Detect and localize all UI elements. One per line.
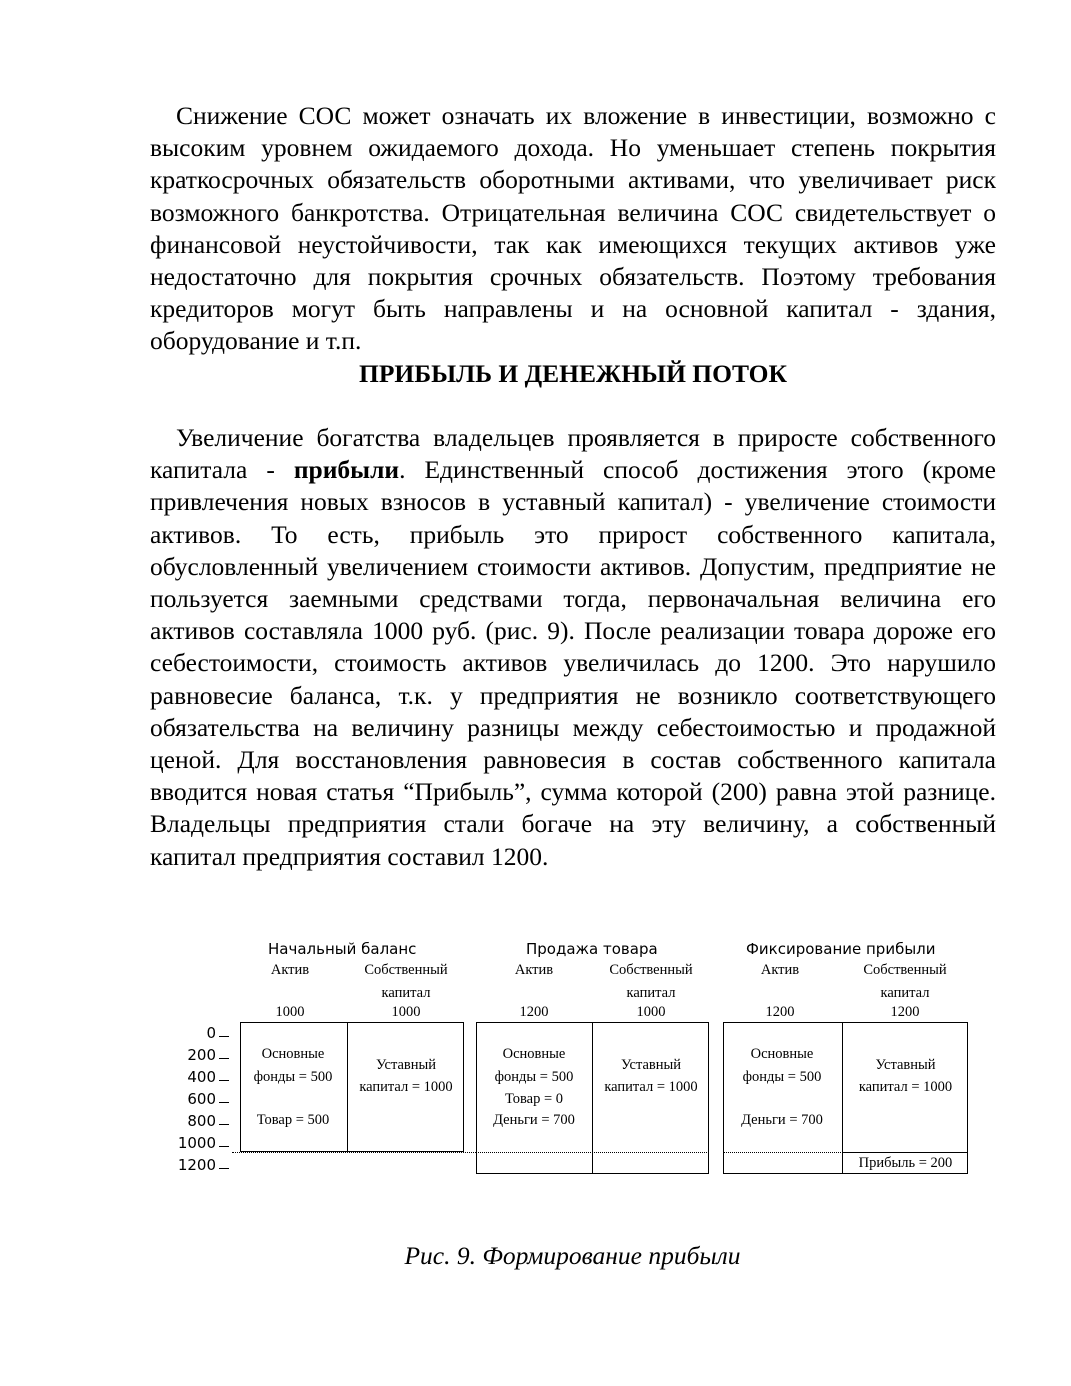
panel-3-profit-label: Прибыль = 200 bbox=[858, 1155, 953, 1171]
panel-2-equity-line: Уставный bbox=[620, 1057, 682, 1073]
panel-2-asset-line: Деньги = 700 bbox=[493, 1112, 575, 1128]
panel-3-asset-line: фонды = 500 bbox=[742, 1069, 822, 1085]
panel-1-asset-label: Актив bbox=[270, 962, 310, 978]
y-tick: 800 bbox=[170, 1112, 232, 1130]
panel-1-1200-level bbox=[232, 1152, 476, 1153]
panel-2-equity-label: Собственный bbox=[609, 962, 693, 978]
section-heading: ПРИБЫЛЬ И ДЕНЕЖНЫЙ ПОТОК bbox=[359, 359, 787, 388]
paragraph-2-start: Увеличение богатства владельцев проявляется в приросте собственного капитала - bbox=[150, 423, 996, 485]
figure-caption: Рис. 9. Формирование прибыли bbox=[404, 1241, 741, 1270]
panel-1-asset-total: 1000 bbox=[275, 1004, 305, 1020]
panel-2-equity-total: 1000 bbox=[636, 1004, 666, 1020]
y-tick: 1200 bbox=[170, 1156, 232, 1174]
panel-3-asset-total: 1200 bbox=[765, 1004, 795, 1020]
y-tick: 0 bbox=[170, 1024, 232, 1042]
y-tick: 1000 bbox=[170, 1134, 232, 1152]
panel-1-equity-label: Собственный bbox=[364, 962, 448, 978]
panel-3-title: Фиксирование прибыли bbox=[746, 940, 936, 958]
panel-1-equity-label-2: капитал bbox=[381, 985, 431, 1001]
panel-3-asset-line: Деньги = 700 bbox=[741, 1112, 823, 1128]
panel-3-equity-label-2: капитал bbox=[880, 985, 930, 1001]
panel-3-asset-label: Актив bbox=[760, 962, 800, 978]
paragraph-2-end: . Единственный способ достижения этого (кроме привлечения новых взносов в уставный капитал) - увеличение стоимости активов. То есть, прибыль это прирост собственного капитала, обусловленный увеличением стоимости активов. Допустим, предприятие не пользуется заемными средствами тогда, первоначальная величина его активов составляла 1000 руб. (рис. 9). После реализации товара дороже его себестоимости, стоимость активов увеличилась до 1200. Это нарушило равновесие баланса, т.к. у предприятия не возникло соответствующего обязательства на величину разницы между себестоимостью и продажной ценой. Для восстановления равновесия в состав собственного капитала вводится новая статья “Прибыль”, сумма которой (200) равна этой разнице. Владельцы предприятия стали богаче на эту величину, а собственный капитал предприятия составил 1200. bbox=[150, 455, 997, 871]
panel-1-asset-line: фонды = 500 bbox=[253, 1069, 333, 1085]
panel-3-equity-line: капитал = 1000 bbox=[858, 1079, 953, 1095]
panel-2-1000-level bbox=[476, 1152, 709, 1153]
panel-2-asset-line: Товар = 0 bbox=[504, 1091, 564, 1107]
panel-2-asset-total: 1200 bbox=[519, 1004, 549, 1020]
panel-2-asset-label: Актив bbox=[514, 962, 554, 978]
bold-term-profit: прибыли bbox=[293, 455, 400, 485]
panel-1-title: Начальный баланс bbox=[268, 940, 417, 958]
panel-2-equity-line: капитал = 1000 bbox=[604, 1079, 698, 1095]
y-tick: 400 bbox=[170, 1068, 232, 1086]
panel-2-asset-line: фонды = 500 bbox=[494, 1069, 574, 1085]
panel-2-title: Продажа товара bbox=[526, 940, 658, 958]
panel-2-equity-label-2: капитал bbox=[626, 985, 676, 1001]
panel-1-equity-total: 1000 bbox=[391, 1004, 421, 1020]
y-tick: 600 bbox=[170, 1090, 232, 1108]
panel-1-equity-line: Уставный bbox=[375, 1057, 437, 1073]
panel-3-1000-level bbox=[723, 1152, 843, 1153]
panel-1-asset-line: Товар = 500 bbox=[256, 1112, 330, 1128]
panel-3-equity-total: 1200 bbox=[890, 1004, 920, 1020]
panel-3-equity-line: Уставный bbox=[875, 1057, 936, 1073]
y-tick: 200 bbox=[170, 1046, 232, 1064]
panel-1-asset-line: Основные bbox=[261, 1046, 325, 1062]
panel-3-equity-label: Собственный bbox=[863, 962, 947, 978]
panel-3-asset-line: Основные bbox=[750, 1046, 814, 1062]
paragraph-1: Снижение СОС может означать их вложение в инвестиции, возможно с высоким уровнем ожидаемого дохода. Но уменьшает степень покрытия краткосрочных обязательств оборотными активами, что увеличивает риск возможного банкротства. Отрицательная величина СОС свидетельствует о финансовой неустойчивости, так как имеющихся текущих активов уже недостаточно для покрытия срочных обязательств. Поэтому требования кредиторов могут быть направлены и на основной капитал - здания, оборудование и т.п. bbox=[150, 101, 996, 356]
panel-2-asset-line: Основные bbox=[502, 1046, 566, 1062]
panel-1-equity-line: капитал = 1000 bbox=[359, 1079, 453, 1095]
